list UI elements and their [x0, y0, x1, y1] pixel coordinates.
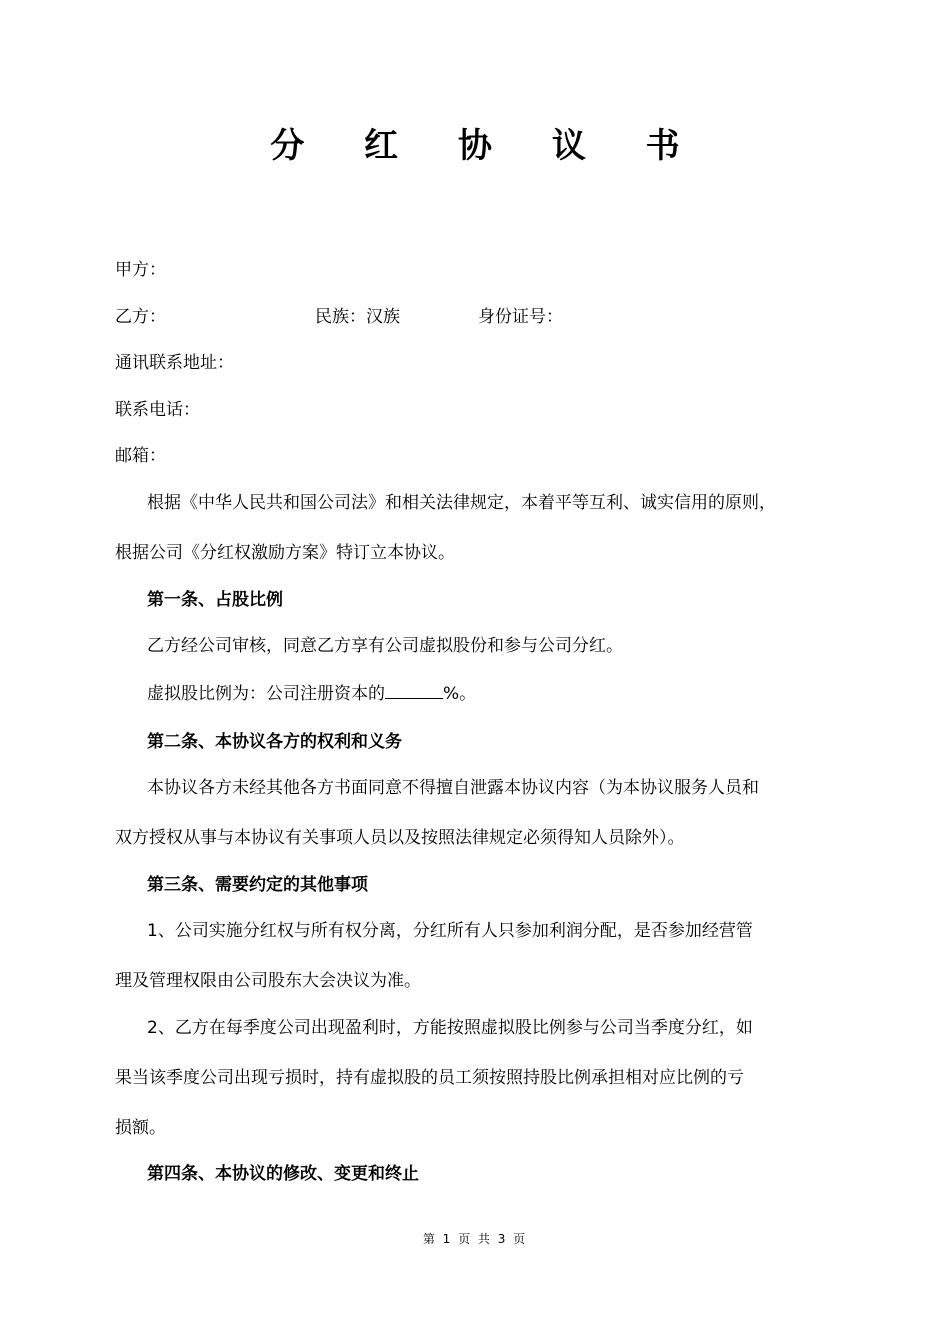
article2-line-2: 双方授权从事与本协议有关事项人员以及按照法律规定必须得知人员除外）。 [115, 828, 685, 848]
article1-heading: 第一条、占股比例 [147, 590, 283, 610]
article1-paragraph-2 [147, 682, 476, 704]
id-number-label: 身份证号： [478, 307, 563, 327]
document-title: 分 红 协 议 书 [270, 126, 704, 166]
article3-item2-line-2: 果当该季度公司出现亏损时，持有虚拟股的员工须按照持股比例承担相对应比例的亏 [115, 1068, 744, 1088]
phone-label: 联系电话： [115, 400, 200, 420]
ratio-suffix: %。 [443, 684, 477, 704]
ratio-prefix: 虚拟股比例为：公司注册资本的 [147, 684, 385, 704]
article4-heading: 第四条、本协议的修改、变更和终止 [147, 1164, 419, 1184]
ratio-blank [385, 682, 443, 699]
article3-item1-line-1: 1、公司实施分红权与所有权分离，分红所有人只参加利润分配，是否参加经营管 [147, 921, 753, 941]
party-b-label: 乙方： [115, 307, 166, 327]
intro-line-1: 根据《中华人民共和国公司法》和相关法律规定，本着平等互利、诚实信用的原则， [147, 493, 776, 513]
intro-line-2: 根据公司《分红权激励方案》特订立本协议。 [115, 543, 455, 563]
page-footer: 第 1 页 共 3 页 [422, 1232, 528, 1246]
article2-heading: 第二条、本协议各方的权利和义务 [147, 732, 402, 752]
email-label: 邮箱： [115, 446, 166, 466]
article3-heading: 第三条、需要约定的其他事项 [147, 875, 368, 895]
party-a-label: 甲方： [115, 260, 166, 280]
article1-paragraph-1: 乙方经公司审核，同意乙方享有公司虚拟股份和参与公司分红。 [147, 636, 623, 656]
article2-line-1: 本协议各方未经其他各方书面同意不得擅自泄露本协议内容（为本协议服务人员和 [147, 778, 759, 798]
article3-item2-line-1: 2、乙方在每季度公司出现盈利时，方能按照虚拟股比例参与公司当季度分红，如 [147, 1018, 753, 1038]
address-label: 通讯联系地址： [115, 353, 234, 373]
ethnicity-field: 民族：汉族 [315, 307, 400, 327]
party-b-row [115, 307, 166, 327]
article3-item2-line-3: 损额。 [115, 1118, 166, 1138]
article3-item1-line-2: 理及管理权限由公司股东大会决议为准。 [115, 971, 421, 991]
